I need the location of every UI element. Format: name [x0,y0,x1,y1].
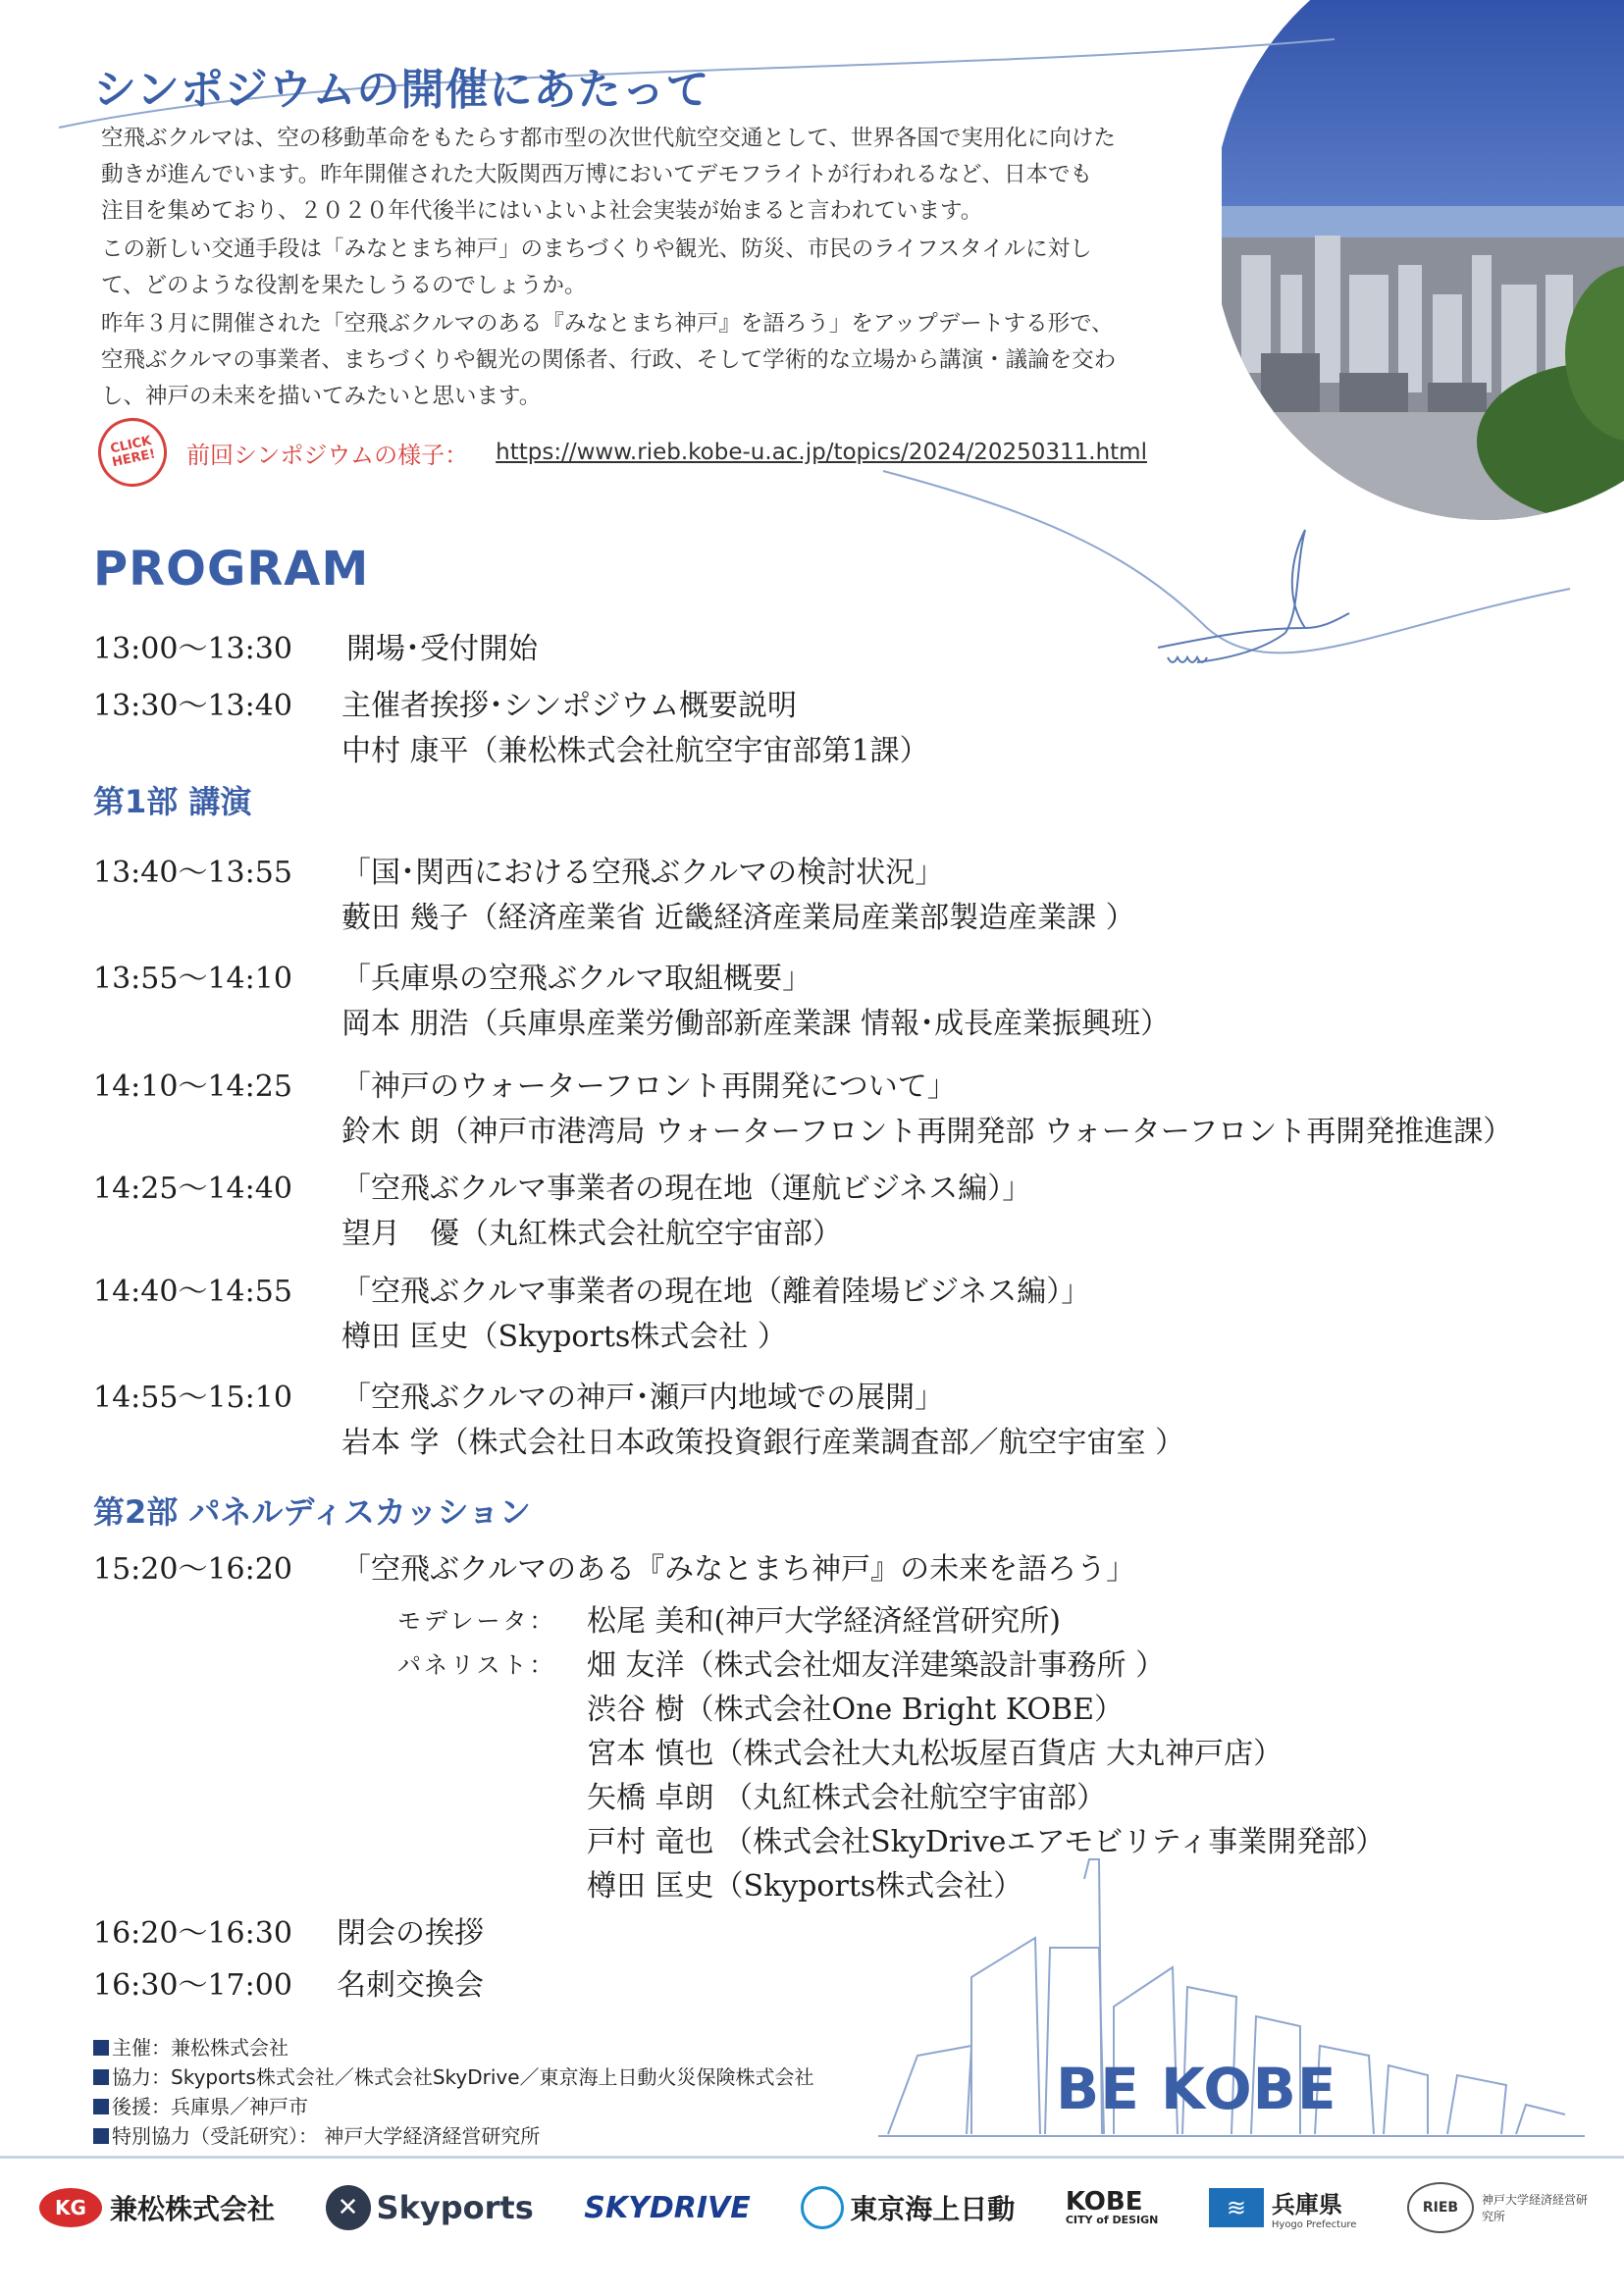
skydrive-logo [584,2191,750,2225]
part1-heading: 第1部 講演 [93,783,252,820]
part2-heading: 第2部 パネルディスカッション [93,1493,531,1531]
panelist-label: パネリスト： [397,1651,556,1679]
intro-line: 動きが進んでいます。昨年開催された大阪関西万博においてデモフライトが行われるなど、日本でも [101,162,1093,187]
intro-line: て、どのような役割を果たしうるのでしょうか。 [101,273,587,298]
rieb-name: 神戸大学経済経営研究所 [1481,2193,1588,2223]
tokio-marine-mark-icon [801,2186,844,2229]
program-speaker: 望月 優（丸紅株式会社航空宇宙部） [341,1217,842,1251]
page-title: シンポジウムの開催にあたって [93,65,710,115]
program-heading: PROGRAM [93,542,370,597]
hyogo-subtitle: Hyogo Prefecture [1271,2219,1357,2230]
hyogo-text-block [1272,2185,1357,2230]
kobe-name: KOBE [1065,2186,1143,2217]
panelist-name: 宮本 慎也（株式会社大丸松坂屋百貨店 大丸神戸店） [587,1737,1283,1771]
program-title: 主催者挨拶･シンポジウム概要説明 [341,689,797,723]
bullet-square-icon [93,2069,109,2085]
organizer-line [93,2091,308,2119]
panelist-name: 樽田 匡史（Skyports株式会社） [587,1869,1023,1904]
intro-paragraph-3 [101,306,1259,415]
kanematsu-mark-icon: KG [39,2188,102,2227]
program-time: 16:30〜17:00 [93,1968,292,2003]
rieb-logo [1407,2182,1590,2233]
bullet-square-icon [93,2128,109,2144]
skyports-name: Skyports [376,2189,534,2226]
skyports-mark-icon: ✕ [326,2185,371,2230]
panelist-name: 矢橋 卓朗 （丸紅株式会社航空宇宙部） [587,1781,1107,1815]
hyogo-mark-icon: ≋ [1209,2188,1264,2227]
tokio-marine-name: 東京海上日動 [850,2193,1016,2225]
click-here-badge[interactable]: CLICK HERE! [91,411,173,493]
panelist-name: 戸村 竜也 （株式会社SkyDriveエアモビリティ事業開発部） [587,1825,1386,1859]
program-title: 「兵庫県の空飛ぶクルマ取組概要」 [341,962,812,996]
hyogo-logo [1209,2185,1357,2230]
program-time: 14:10〜14:25 [93,1070,292,1104]
previous-symposium-url[interactable]: https://www.rieb.kobe-u.ac.jp/topics/2024/20250311.html [496,440,1147,465]
skydrive-name: SKYDRIVE [584,2190,751,2225]
program-speaker: 中村 康平（兼松株式会社航空宇宙部第1課） [341,734,929,768]
organizer-text: 主催：兼松株式会社 [112,2036,288,2060]
intro-paragraph-2 [101,232,1259,304]
program-time: 14:25〜14:40 [93,1172,292,1206]
program-title: 「国･関西における空飛ぶクルマの検討状況」 [341,856,945,890]
program-title: 名刺交換会 [337,1968,484,2003]
dove-illustration [1128,520,1354,687]
program-title: 「神戸のウォーターフロント再開発について」 [341,1070,957,1104]
sponsor-logos [39,2168,1590,2247]
intro-line: し、神戸の未来を描いてみたいと思います。 [101,384,542,409]
program-title: 閉会の挨拶 [337,1916,484,1951]
program-speaker: 樽田 匡史（Skyports株式会社 ） [341,1320,787,1354]
intro-line: この新しい交通手段は「みなとまち神戸」のまちづくりや観光、防災、市民のライフスタイルに対し [101,236,1092,262]
tokio-marine-logo [801,2186,1015,2229]
intro-line: 昨年３月に開催された「空飛ぶクルマのある『みなとまち神戸』を語ろう」をアップデートする形で、 [101,311,1114,337]
panelist-name: 渋谷 樹（株式会社One Bright KOBE） [587,1693,1124,1727]
organizer-line [93,2061,814,2090]
intro-line: 空飛ぶクルマは、空の移動革命をもたらす都市型の次世代航空交通として、世界各国で実用化に向けた [101,126,1116,151]
be-kobe-logo: BE KOBE [1056,2056,1337,2122]
bullet-square-icon [93,2099,109,2114]
moderator-label: モデレータ： [397,1607,556,1635]
skyports-logo [326,2185,534,2230]
panelist-name: 畑 友洋（株式会社畑友洋建築設計事務所 ） [587,1648,1166,1683]
program-speaker: 藪田 幾子（経済産業省 近畿経済産業局産業部製造産業課 ） [341,901,1135,935]
intro-line: 注目を集めており、２０２０年代後半にはいよいよ社会実装が始まると言われています。 [101,198,983,224]
program-time: 13:00〜13:30 [93,632,292,666]
kanematsu-name: 兼松株式会社 [110,2193,276,2225]
intro-paragraph-1 [101,121,1259,230]
program-speaker: 鈴木 朗（神戸市港湾局 ウォーターフロント再開発部 ウォーターフロント再開発推進課） [341,1115,1513,1149]
program-title: 「空飛ぶクルマの神戸･瀬戸内地域での展開」 [341,1381,945,1415]
program-time: 13:30〜13:40 [93,689,292,723]
program-title: 「空飛ぶクルマ事業者の現在地（離着陸場ビジネス編）」 [341,1275,1091,1309]
program-time: 14:40〜14:55 [93,1275,292,1309]
program-speaker: 岡本 朋浩（兵庫県産業労働部新産業課 情報･成長産業振興班） [341,1007,1171,1041]
rieb-mark-icon: RIEB [1407,2182,1474,2233]
footer-divider [0,2156,1624,2159]
program-time: 13:40〜13:55 [93,856,292,890]
moderator-name: 松尾 美和(神戸大学経済経営研究所) [587,1604,1061,1639]
organizer-line [93,2120,540,2149]
kobe-subtitle: CITY of DESIGN [1065,2213,1159,2226]
program-title: 「空飛ぶクルマのある『みなとまち神戸』の未来を語ろう」 [341,1552,1136,1587]
organizer-text: 後援：兵庫県／神戸市 [112,2095,308,2118]
organizer-text: 協力：Skyports株式会社／株式会社SkyDrive／東京海上日動火災保険株式会社 [112,2065,814,2089]
program-title: 「空飛ぶクルマ事業者の現在地（運航ビジネス編）」 [341,1172,1032,1206]
organizer-line [93,2032,288,2061]
program-time: 16:20〜16:30 [93,1916,292,1951]
program-title: 開場･受付開始 [346,632,538,666]
hyogo-name: 兵庫県 [1271,2191,1342,2218]
kobe-city-logo [1065,2186,1159,2226]
program-speaker: 岩本 学（株式会社日本政策投資銀行産業調査部／航空宇宙室 ） [341,1426,1185,1460]
program-time: 14:55〜15:10 [93,1381,292,1415]
previous-symposium-link[interactable] [98,427,1147,478]
bullet-square-icon [93,2040,109,2056]
program-time: 15:20〜16:20 [93,1552,292,1587]
program-time: 13:55〜14:10 [93,962,292,996]
kanematsu-logo [39,2188,275,2227]
intro-line: 空飛ぶクルマの事業者、まちづくりや観光の関係者、行政、そして学術的な立場から講演・議論を交わ [101,347,1117,373]
organizer-text: 特別協力（受託研究）： 神戸大学経済経営研究所 [112,2124,541,2148]
previous-symposium-label: 前回シンポジウムの様子： [186,441,469,469]
